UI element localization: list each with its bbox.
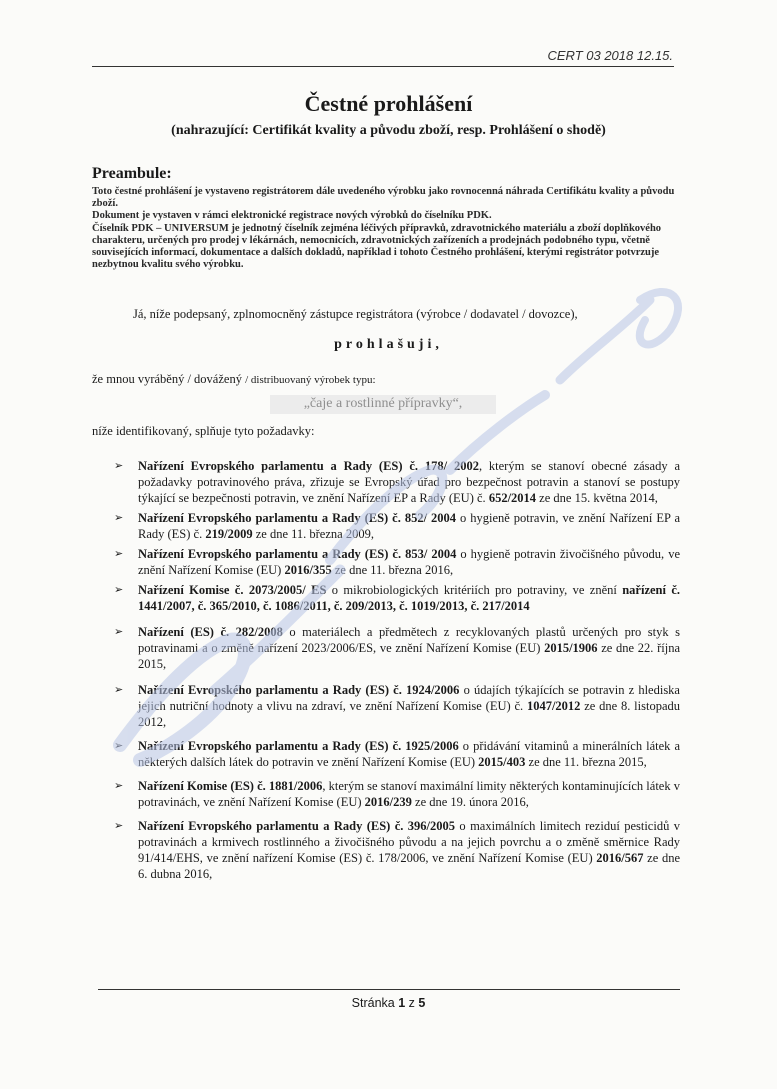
regulation-text bbox=[138, 625, 680, 671]
product-type-line bbox=[92, 372, 376, 387]
page-footer bbox=[0, 996, 777, 1010]
regulation-amendment: 2016/239 bbox=[364, 795, 412, 809]
regulation-item bbox=[112, 818, 680, 882]
document-code: CERT 03 2018 12.15. bbox=[547, 48, 673, 63]
regulation-amendment: 1047/2012 bbox=[526, 699, 581, 713]
product-type-small: / distribuovaný výrobek typu: bbox=[245, 374, 376, 386]
regulation-amendment: 2015/403 bbox=[478, 755, 526, 769]
product-type-text: že mnou vyráběný / dovážený bbox=[92, 372, 242, 386]
footer-rule bbox=[98, 989, 680, 990]
regulation-amendment: 652/2014 bbox=[488, 491, 537, 505]
footer-label: Stránka bbox=[351, 996, 395, 1010]
footer-page: 1 bbox=[398, 996, 406, 1010]
regulation-title: Nařízení Evropského parlamentu a Rady (ES) č. 853/ 2004 bbox=[138, 547, 457, 561]
preamble-paragraph: Číselník PDK – UNIVERSUM je jednotný číselník zejména léčivých přípravků, zdravotnického materiálu a zboží doplňkového charakteru, určených pro prodej v lékárnách, nemocnicích, zdravotnických zařízeních a prodejnách podobného typu, včetně souvisejících informací, dokumentace a dalších dokladů, například i tohoto Čestného prohlášení, kterými registrátor potvrzuje nezbytnou kvalitu svého výrobku. bbox=[92, 222, 662, 271]
arrow-bullet-icon: ➢ bbox=[114, 625, 124, 638]
regulation-date: ze dne 11. března 2016, bbox=[331, 563, 454, 577]
regulation-list bbox=[112, 452, 680, 882]
preamble-paragraph: Toto čestné prohlášení je vystaveno registrátorem dále uvedeného výrobku jako rovnocenná náhrada Certifikátu kvality a původu zboží. bbox=[92, 186, 675, 210]
regulation-description: o přidávání vitaminů a minerálních látek a některých dalších látek do potravin ve znění Nařízení Komise (EU) bbox=[138, 739, 680, 769]
regulation-item bbox=[112, 510, 680, 542]
regulation-description: o materiálech a předmětech z recyklovaných plastů určených pro styk s potravinami a o změně nařízení 2023/2006/ES, ve znění Nařízení Komise (EU) bbox=[138, 625, 680, 655]
regulation-description: , kterým se stanoví obecné zásady a požadavky potravinového práva, zřizuje se Evropský úřad pro bezpečnost potravin a stanoví se postupy týkající se bezpečnosti potravin, ve znění Nařízení EP a Rady (EU) č. bbox=[138, 459, 680, 505]
regulation-title: Nařízení Komise č. 2073/2005/ ES bbox=[138, 583, 327, 597]
arrow-bullet-icon: ➢ bbox=[114, 583, 124, 596]
declaration-word: prohlašuji, bbox=[334, 337, 443, 352]
regulation-amendment: 2015/1906 bbox=[544, 641, 598, 655]
regulation-title: Nařízení Evropského parlamentu a Rady (ES) č. 178/ 2002 bbox=[138, 459, 479, 473]
arrow-bullet-icon: ➢ bbox=[114, 459, 124, 472]
regulation-item bbox=[112, 582, 680, 614]
regulation-item bbox=[112, 682, 680, 730]
regulation-description: o maximálních limitech reziduí pesticidů v potravinách a krmivech rostlinného a živočišného původu a na jejich povrchu a o změně směrnice Rady 91/414/EHS, ve znění nařízení Komise (ES) č. 178/2006, ve znění Nařízení Komise (EU) bbox=[138, 819, 680, 865]
arrow-bullet-icon: ➢ bbox=[114, 819, 124, 832]
arrow-bullet-icon: ➢ bbox=[114, 779, 124, 792]
regulation-date: ze dne 6. dubna 2016, bbox=[138, 851, 680, 881]
regulation-description: o hygieně potravin, ve znění Nařízení EP a Rady (ES) č. bbox=[138, 511, 680, 541]
footer-total: 5 bbox=[418, 996, 426, 1010]
regulation-description: , kterým se stanoví maximální limity některých kontaminujících látek v potravinách, ve znění Nařízení Komise (EU) bbox=[138, 779, 680, 809]
regulation-item bbox=[112, 738, 680, 770]
regulation-text bbox=[138, 583, 680, 613]
regulation-item bbox=[112, 778, 680, 810]
regulation-date: ze dne 15. května 2014, bbox=[536, 491, 658, 505]
regulation-title: Nařízení Evropského parlamentu a Rady (ES) č. 852/ 2004 bbox=[138, 511, 457, 525]
regulation-date: ze dne 19. února 2016, bbox=[411, 795, 529, 809]
arrow-bullet-icon: ➢ bbox=[114, 739, 124, 752]
regulation-title: Nařízení Evropského parlamentu a Rady (ES) č. 1924/2006 bbox=[138, 683, 460, 697]
regulation-description: o hygieně potravin živočišného původu, ve znění Nařízení Komise (EU) bbox=[138, 547, 680, 577]
page-subtitle: (nahrazující: Certifikát kvality a původu zboží, resp. Prohlášení o shodě) bbox=[171, 123, 606, 138]
regulation-amendment: nařízení č. 1441/2007, č. 365/2010, č. 1086/2011, č. 209/2013, č. 1019/2013, č. 217/2014 bbox=[138, 583, 681, 613]
arrow-bullet-icon: ➢ bbox=[114, 547, 124, 560]
regulation-item bbox=[112, 546, 680, 578]
requirements-intro: níže identifikovaný, splňuje tyto požadavky: bbox=[92, 424, 315, 438]
regulation-date: ze dne 8. listopadu 2012, bbox=[138, 699, 680, 729]
regulation-text bbox=[138, 739, 680, 769]
regulation-item bbox=[112, 458, 680, 506]
regulation-date: ze dne 11. března 2009, bbox=[252, 527, 374, 541]
intro-text: Já, níže podepsaný, zplnomocněný zástupce registrátora (výrobce / dodavatel / dovozce), bbox=[133, 307, 578, 321]
header-rule bbox=[92, 66, 674, 67]
regulation-description: o mikrobiologických kritériích pro potraviny, ve znění bbox=[326, 583, 623, 597]
page-title: Čestné prohlášení bbox=[304, 91, 473, 116]
preamble-heading: Preambule: bbox=[92, 165, 172, 182]
regulation-amendment: 2016/567 bbox=[596, 851, 644, 865]
regulation-text bbox=[138, 511, 680, 541]
regulation-amendment: 2016/355 bbox=[284, 563, 332, 577]
regulation-text bbox=[138, 779, 680, 809]
regulation-amendment: 219/2009 bbox=[205, 527, 253, 541]
regulation-description: o údajích týkajících se potravin z hlediska jejich nutriční hodnoty a vlivu na zdraví, ve znění Nařízení Komise (EU) č. bbox=[138, 683, 680, 713]
regulation-text bbox=[138, 459, 680, 505]
regulation-text bbox=[138, 683, 680, 729]
arrow-bullet-icon: ➢ bbox=[114, 683, 124, 696]
regulation-text bbox=[138, 547, 680, 577]
regulation-date: ze dne 22. října 2015, bbox=[138, 641, 680, 671]
arrow-bullet-icon: ➢ bbox=[114, 511, 124, 524]
preamble-body bbox=[92, 186, 684, 271]
regulation-title: Nařízení Evropského parlamentu a Rady (ES) č. 1925/2006 bbox=[138, 739, 459, 753]
regulation-title: Nařízení Komise (ES) č. 1881/2006 bbox=[138, 779, 323, 793]
regulation-title: Nařízení (ES) č. 282/2008 bbox=[138, 625, 283, 639]
regulation-text bbox=[138, 819, 680, 881]
product-type-field: „čaje a rostlinné přípravky“, bbox=[270, 395, 496, 414]
preamble-paragraph: Dokument je vystaven v rámci elektronické registrace nových výrobků do číselníku PDK. bbox=[92, 210, 492, 222]
regulation-date: ze dne 11. března 2015, bbox=[525, 755, 647, 769]
regulation-item bbox=[112, 624, 680, 672]
footer-of: z bbox=[408, 996, 415, 1010]
regulation-title: Nařízení Evropského parlamentu a Rady (ES) č. 396/2005 bbox=[138, 819, 456, 833]
